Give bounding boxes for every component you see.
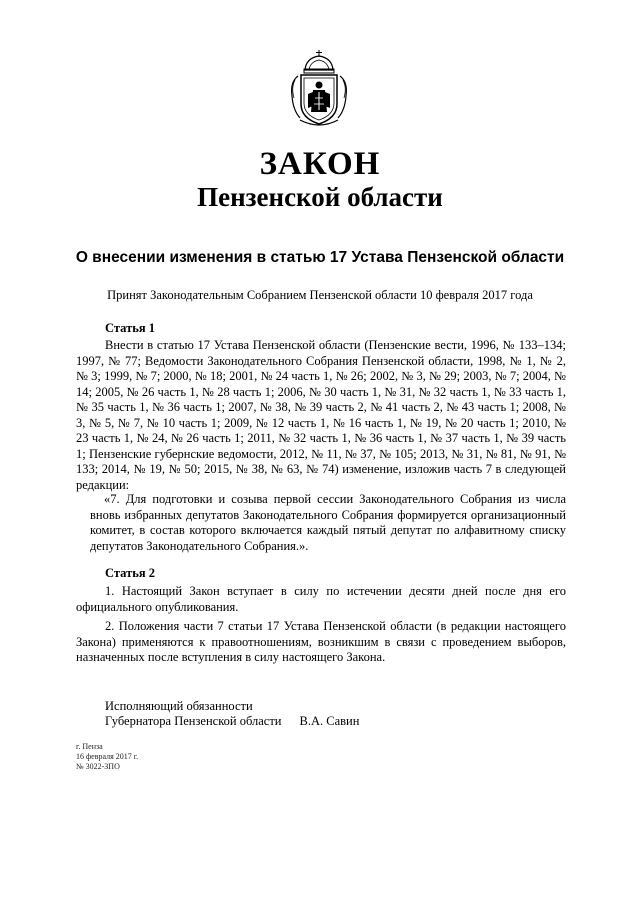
article-1-heading: Статья 1 [105, 321, 155, 335]
signer-position-line-2 [105, 714, 359, 729]
region-title: Пензенской области [197, 182, 443, 212]
footer-date: 16 февраля 2017 г. [76, 752, 139, 761]
signer-position-line-1: Исполняющий обязанности [105, 699, 253, 713]
footer-city: г. Пенза [76, 742, 103, 751]
law-subtitle: О внесении изменения в статью 17 Устава Пензенской области [75, 249, 565, 266]
adoption-note: Принят Законодательным Собранием Пензенской области 10 февраля 2017 года [107, 288, 533, 302]
article-1-paragraph: Внести в статью 17 Устава Пензенской области (Пензенские вести, 1996, № 133–134; 1997, № 77; Ведомости Законодательного Собрания Пензенской области, 1998, № 1, № 2, № 3; 1999, № 7; 2000, № 18; 2001, № 24 часть 1, № 26; 2002, № 3, № 29; 2003, № 7; 2004, № 14; 2005, № 26 часть 1, № 28 часть 1; 2006, № 30 часть 1, № 31, № 32 часть 1, № 33 часть 1, № 35 часть 1, № 36 часть 1; 2007, № 38, № 39 часть 2, № 41 часть 2, № 43 часть 1; 2008, № 3, № 5, № 7, № 10 часть 1; 2009, № 12 часть 1, № 16 часть 1, № 19, № 20 часть 1; 2010, № 23 часть 1, № 24, № 26 часть 1; 2011, № 32 часть 1, № 36 часть 1, № 37 часть 1, № 39 часть 1; Пензенские губернские ведомости, 2012, № 11, № 37, № 105; 2013, № 31, № 81, № 91, № 133; 2014, № 19, № 50; 2015, № 38, № 63, № 74) изменение, изложив часть 7 в следующей редакции: [76, 338, 566, 492]
signer-name: В.А. Савин [299, 714, 360, 728]
article-2-paragraph-1: 1. Настоящий Закон вступает в силу по истечении десяти дней после дня его официального опубликования. [76, 584, 566, 614]
article-1-quote: «7. Для подготовки и созыва первой сессии Законодательного Собрания из числа вновь избранных депутатов Законодательного Собрания формируется организационный комитет, в состав которого включается каждый пятый депутат по алфавитному списку депутатов Законодательного Собрания.». [90, 492, 566, 553]
document-type-title: ЗАКОН [259, 146, 381, 182]
article-2-paragraph-2: 2. Положения части 7 статьи 17 Устава Пензенской области (в редакции настоящего Закона) применяются к правоотношениям, возникшим в связи с проведением выборов, назначенных после вступления в силу настоящего Закона. [76, 619, 566, 664]
document-footer [76, 742, 138, 772]
coat-of-arms-emblem [286, 48, 352, 128]
footer-number: № 3022-ЗПО [76, 762, 120, 771]
article-2-heading: Статья 2 [105, 566, 155, 580]
signer-position: Губернатора Пензенской области [105, 714, 282, 728]
